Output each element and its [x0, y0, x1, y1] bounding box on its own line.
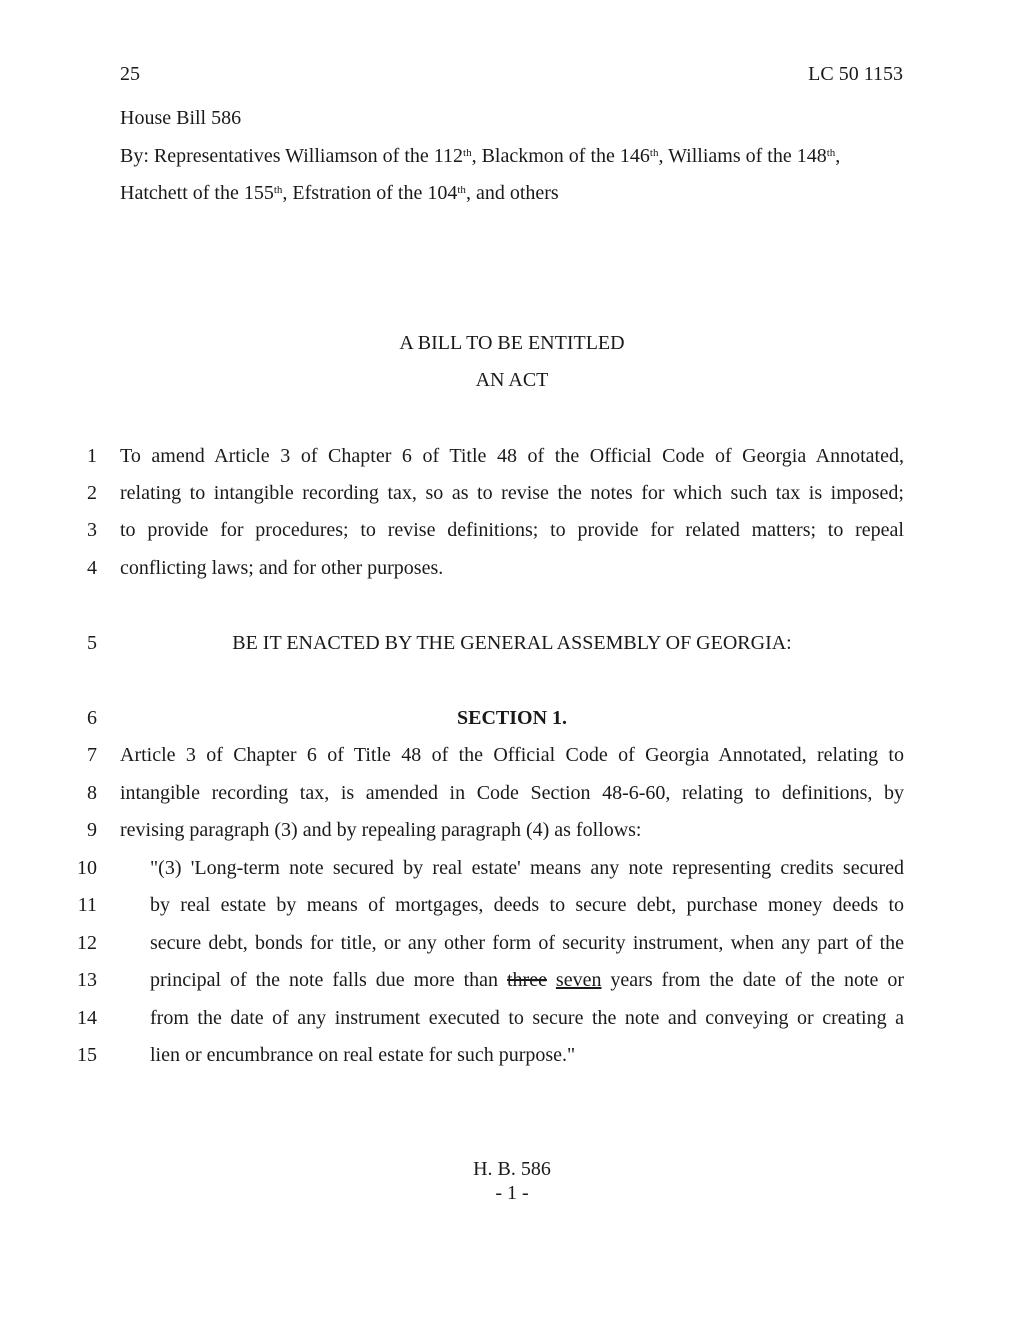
- line-text: Article 3 of Chapter 6 of Title 48 of the Official Code of Georgia Annotated, relating to: [120, 744, 904, 766]
- line-number: 13: [77, 969, 97, 991]
- line-6: [0, 705, 1024, 731]
- line-text: to provide for procedures; to revise definitions; to provide for related matters; to repeal: [120, 519, 904, 541]
- ordinal-suffix: th: [457, 184, 466, 196]
- line-text: by real estate by means of mortgages, deeds to secure debt, purchase money deeds to: [150, 894, 904, 916]
- line-text: from the date of any instrument executed to secure the note and conveying or creating a: [150, 1007, 904, 1029]
- line-number: 5: [87, 632, 97, 654]
- line-number: 7: [87, 744, 97, 766]
- sponsor-text: , and others: [465, 182, 559, 204]
- sponsor-text: By: Representatives Williamson of the 112: [120, 145, 464, 167]
- line-text: lien or encumbrance on real estate for such purpose.": [150, 1044, 576, 1066]
- lc-number: LC 50 1153: [808, 63, 903, 85]
- section-heading: SECTION 1.: [456, 707, 568, 729]
- line-text: [150, 967, 904, 993]
- ordinal-suffix: th: [463, 147, 472, 159]
- line-text: relating to intangible recording tax, so as to revise the notes for which such tax is imposed;: [120, 482, 904, 504]
- bill-title: House Bill 586: [120, 107, 242, 129]
- sponsor-text: ,: [835, 145, 841, 167]
- line-text: secure debt, bonds for title, or any other form of security instrument, when any part of the: [150, 932, 904, 954]
- sponsor-text: Hatchett of the 155: [120, 182, 274, 204]
- inserted-text: seven: [555, 969, 602, 991]
- line-number: 14: [77, 1007, 97, 1029]
- heading-an-act: AN ACT: [475, 369, 549, 391]
- line-number: 12: [77, 932, 97, 954]
- heading-bill-entitled: A BILL TO BE ENTITLED: [399, 332, 625, 354]
- footer-bill-ref: H. B. 586: [473, 1158, 551, 1180]
- line-number: 15: [77, 1044, 97, 1066]
- ordinal-suffix: th: [826, 147, 836, 159]
- line-number: 8: [87, 782, 97, 804]
- enacting-clause: BE IT ENACTED BY THE GENERAL ASSEMBLY OF GEORGIA:: [232, 632, 792, 654]
- sponsor-text: , Efstration of the 104: [282, 182, 458, 204]
- sponsors-line-1: [120, 144, 840, 168]
- line-text: intangible recording tax, is amended in Code Section 48-6-60, relating to definitions, by: [120, 782, 904, 804]
- line-text: To amend Article 3 of Chapter 6 of Title 48 of the Official Code of Georgia Annotated,: [120, 445, 904, 467]
- line-text: "(3) 'Long-term note secured by real estate' means any note representing credits secured: [150, 857, 904, 879]
- sponsor-text: , Williams of the 148: [658, 145, 827, 167]
- line-number: 4: [87, 557, 97, 579]
- text-before-change: principal of the note falls due more than: [150, 969, 507, 991]
- footer-page: - 1 -: [495, 1182, 529, 1204]
- text-after-change: years from the date of the note or: [601, 969, 905, 991]
- line-text: revising paragraph (3) and by repealing paragraph (4) as follows:: [120, 819, 642, 841]
- page-number: 25: [120, 63, 140, 85]
- ordinal-suffix: th: [649, 147, 659, 159]
- struck-text: three: [506, 969, 547, 991]
- line-text: conflicting laws; and for other purposes.: [120, 557, 444, 579]
- line-number: 2: [87, 482, 97, 504]
- ordinal-suffix: th: [273, 184, 283, 196]
- line-number: 3: [87, 519, 97, 541]
- line-number: 11: [77, 894, 97, 916]
- line-number: 1: [87, 445, 97, 467]
- line-number: 9: [87, 819, 97, 841]
- line-5: [0, 630, 1024, 656]
- sponsors-line-2: [120, 181, 559, 205]
- line-number: 10: [77, 857, 97, 879]
- sponsor-text: , Blackmon of the 146: [471, 145, 650, 167]
- line-number: 6: [87, 707, 97, 729]
